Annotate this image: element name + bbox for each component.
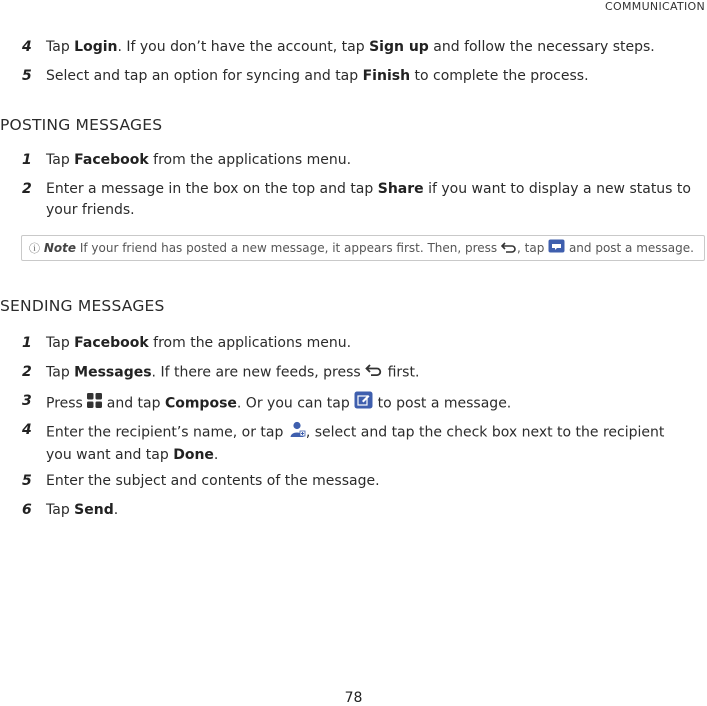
sending-step-3 <box>22 391 692 416</box>
step-number: 2 <box>22 181 32 197</box>
back-icon <box>365 362 383 383</box>
posting-messages-heading: POSTING MESSAGES <box>0 116 163 134</box>
note-text: If your friend has posted a new message, it appears first. Then, press <box>76 241 501 255</box>
send-label: Send <box>74 502 114 518</box>
step-text: Enter the subject and contents of the message. <box>46 473 380 489</box>
step-number: 5 <box>22 68 32 84</box>
sending-step-4 <box>22 420 692 466</box>
sending-step-2 <box>22 362 692 384</box>
finish-label: Finish <box>362 68 411 84</box>
facebook-label: Facebook <box>74 152 149 168</box>
step-number: 6 <box>22 502 32 518</box>
step-number: 1 <box>22 152 32 168</box>
sign-up-label: Sign up <box>369 39 429 55</box>
posting-step-2 <box>22 179 692 221</box>
posting-step-1 <box>22 150 692 171</box>
step-number: 5 <box>22 473 32 489</box>
back-icon <box>501 237 517 261</box>
step-number: 4 <box>22 422 32 438</box>
step-text: Tap Send. <box>46 502 119 518</box>
step-text: Tap Facebook from the applications menu. <box>46 152 352 168</box>
page-number: 78 <box>344 690 363 706</box>
step-text: Tap Facebook from the applications menu. <box>46 335 352 351</box>
step-number: 2 <box>22 364 32 380</box>
note-text: and post a message. <box>565 241 694 255</box>
sending-step-6 <box>22 500 692 521</box>
step-text: Enter the recipient’s name, or tap , select and tap the check box next to the recipient you want and tap Done. <box>46 420 692 466</box>
step-text: Select and tap an option for syncing and tap Finish to complete the process. <box>46 68 589 84</box>
step-text: Enter a message in the box on the top and tap Share if you want to display a new status to your friends. <box>46 181 691 218</box>
setup-step-4 <box>22 37 692 58</box>
login-label: Login <box>74 39 118 55</box>
setup-step-5 <box>22 66 692 87</box>
menu-grid-icon <box>87 393 102 415</box>
messages-label: Messages <box>74 364 152 381</box>
info-icon: ⓘ <box>29 242 40 255</box>
section-header: COMMUNICATION <box>605 0 705 13</box>
step-number: 4 <box>22 39 32 55</box>
contact-icon <box>288 420 306 445</box>
done-label: Done <box>173 447 214 463</box>
step-text: Tap Login. If you don’t have the account, tap Sign up and follow the necessary steps. <box>46 39 655 55</box>
compose-label: Compose <box>164 395 237 412</box>
sending-step-5 <box>22 471 692 492</box>
facebook-label: Facebook <box>74 335 149 351</box>
step-text: Press and tap Compose. Or you can tap to post a message. <box>46 391 692 416</box>
step-text: Tap Messages. If there are new feeds, press first. <box>46 362 692 384</box>
share-label: Share <box>377 181 424 197</box>
message-icon <box>548 237 565 261</box>
step-number: 1 <box>22 335 32 351</box>
step-number: 3 <box>22 393 32 409</box>
compose-icon <box>354 391 373 416</box>
sending-messages-heading: SENDING MESSAGES <box>0 297 165 315</box>
sending-step-1 <box>22 333 692 354</box>
note-box <box>21 235 705 261</box>
note-label: Note <box>43 241 76 255</box>
note-text: , tap <box>517 241 549 255</box>
